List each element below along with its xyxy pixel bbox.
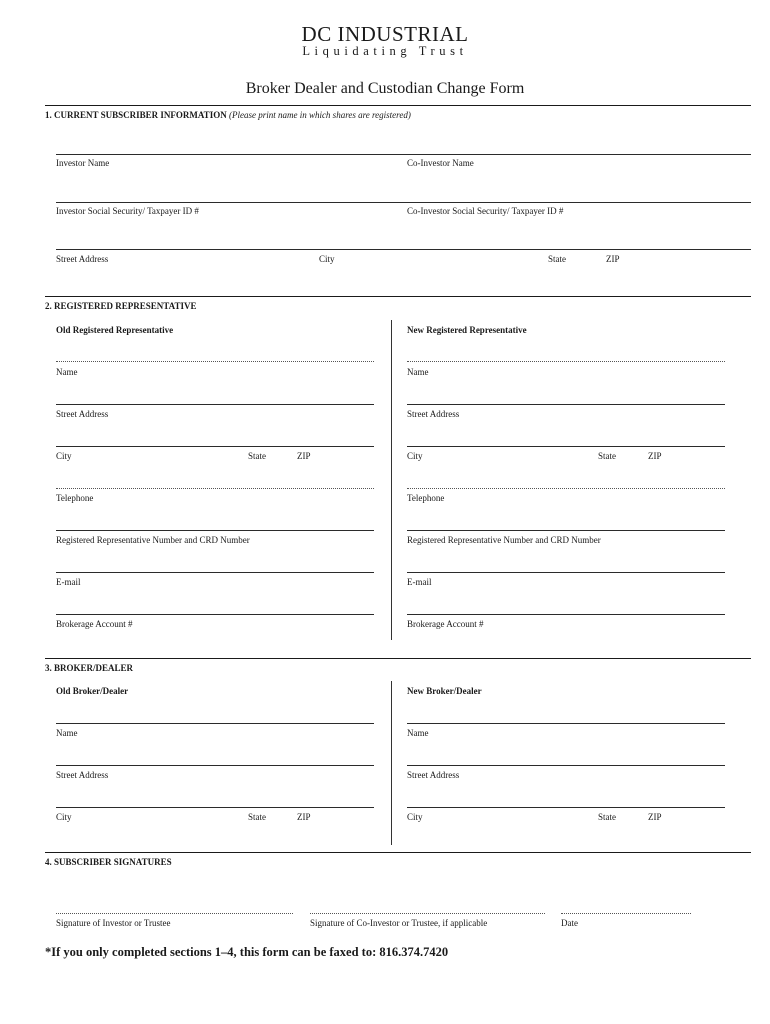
ssn-line[interactable]	[56, 202, 751, 203]
old-rep-zip-label: ZIP	[297, 451, 311, 461]
old-bd-name-label: Name	[56, 728, 78, 738]
old-rep-phone-line[interactable]	[56, 488, 374, 489]
co-investor-ssn-label: Co-Investor Social Security/ Taxpayer ID #	[407, 206, 564, 216]
old-bd-name-line[interactable]	[56, 723, 374, 724]
new-rep-address-label: Street Address	[407, 409, 460, 419]
old-bd-state-label: State	[248, 812, 266, 822]
new-rep-zip-label: ZIP	[648, 451, 662, 461]
old-rep-account-line[interactable]	[56, 614, 374, 615]
address-line[interactable]	[56, 249, 751, 250]
new-rep-city-label: City	[407, 451, 423, 461]
investor-name-line[interactable]	[56, 154, 751, 155]
new-bd-name-line[interactable]	[407, 723, 725, 724]
new-rep-phone-line[interactable]	[407, 488, 725, 489]
state-label: State	[548, 254, 566, 264]
logo-title: DC INDUSTRIAL	[301, 22, 469, 46]
old-rep-state-label: State	[248, 451, 266, 461]
old-rep-name-line[interactable]	[56, 361, 374, 362]
section-1-rule	[45, 105, 751, 106]
city-label: City	[319, 254, 335, 264]
form-title: Broker Dealer and Custodian Change Form	[245, 80, 525, 97]
new-rep-number-label: Registered Representative Number and CRD Number	[407, 535, 601, 545]
zip-label: ZIP	[606, 254, 620, 264]
old-rep-address-label: Street Address	[56, 409, 109, 419]
old-bd-address-label: Street Address	[56, 770, 109, 780]
new-bd-city-label: City	[407, 812, 423, 822]
old-rep-title: Old Registered Representative	[56, 325, 174, 335]
old-rep-name-label: Name	[56, 367, 78, 377]
old-bd-city-line[interactable]	[56, 807, 374, 808]
investor-signature-line[interactable]	[56, 913, 293, 914]
new-rep-phone-label: Telephone	[407, 493, 445, 503]
old-rep-email-line[interactable]	[56, 572, 374, 573]
new-rep-email-label: E-mail	[407, 577, 432, 587]
old-rep-email-label: E-mail	[56, 577, 81, 587]
new-bd-city-line[interactable]	[407, 807, 725, 808]
date-line[interactable]	[561, 913, 691, 914]
new-rep-number-line[interactable]	[407, 530, 725, 531]
section-1-heading	[45, 110, 411, 120]
investor-name-label: Investor Name	[56, 158, 110, 168]
new-rep-account-line[interactable]	[407, 614, 725, 615]
old-rep-phone-label: Telephone	[56, 493, 94, 503]
new-rep-account-label: Brokerage Account #	[407, 619, 484, 629]
new-bd-name-label: Name	[407, 728, 429, 738]
section-3-heading: 3. BROKER/DEALER	[45, 663, 134, 673]
logo-subtitle: Liquidating Trust	[302, 44, 468, 58]
date-label: Date	[561, 918, 578, 928]
new-rep-address-line[interactable]	[407, 404, 725, 405]
old-rep-account-label: Brokerage Account #	[56, 619, 133, 629]
new-bd-address-line[interactable]	[407, 765, 725, 766]
section-3-divider	[391, 681, 392, 845]
old-rep-city-line[interactable]	[56, 446, 374, 447]
fax-note: *If you only completed sections 1–4, this form can be faxed to: 816.374.7420	[45, 945, 449, 959]
new-rep-title: New Registered Representative	[407, 325, 527, 335]
section-1-title: 1. CURRENT SUBSCRIBER INFORMATION	[45, 110, 227, 120]
street-address-label: Street Address	[56, 254, 109, 264]
new-rep-city-line[interactable]	[407, 446, 725, 447]
co-investor-name-label: Co-Investor Name	[407, 158, 474, 168]
new-bd-address-label: Street Address	[407, 770, 460, 780]
new-bd-zip-label: ZIP	[648, 812, 662, 822]
investor-ssn-label: Investor Social Security/ Taxpayer ID #	[56, 206, 199, 216]
section-3-rule	[45, 658, 751, 659]
old-rep-city-label: City	[56, 451, 72, 461]
new-bd-title: New Broker/Dealer	[407, 686, 482, 696]
new-rep-state-label: State	[598, 451, 616, 461]
old-bd-city-label: City	[56, 812, 72, 822]
old-bd-zip-label: ZIP	[297, 812, 311, 822]
co-investor-signature-label: Signature of Co-Investor or Trustee, if applicable	[310, 918, 488, 928]
co-investor-signature-line[interactable]	[310, 913, 545, 914]
section-4-rule	[45, 852, 751, 853]
old-bd-title: Old Broker/Dealer	[56, 686, 129, 696]
new-rep-name-label: Name	[407, 367, 429, 377]
investor-signature-label: Signature of Investor or Trustee	[56, 918, 171, 928]
old-bd-address-line[interactable]	[56, 765, 374, 766]
section-2-rule	[45, 296, 751, 297]
old-rep-number-line[interactable]	[56, 530, 374, 531]
section-4-heading: 4. SUBSCRIBER SIGNATURES	[45, 857, 172, 867]
old-rep-address-line[interactable]	[56, 404, 374, 405]
new-rep-name-line[interactable]	[407, 361, 725, 362]
old-rep-number-label: Registered Representative Number and CRD Number	[56, 535, 250, 545]
new-rep-email-line[interactable]	[407, 572, 725, 573]
section-2-divider	[391, 320, 392, 640]
new-bd-state-label: State	[598, 812, 616, 822]
section-1-note: (Please print name in which shares are registered)	[228, 110, 411, 120]
section-2-heading: 2. REGISTERED REPRESENTATIVE	[45, 301, 197, 311]
